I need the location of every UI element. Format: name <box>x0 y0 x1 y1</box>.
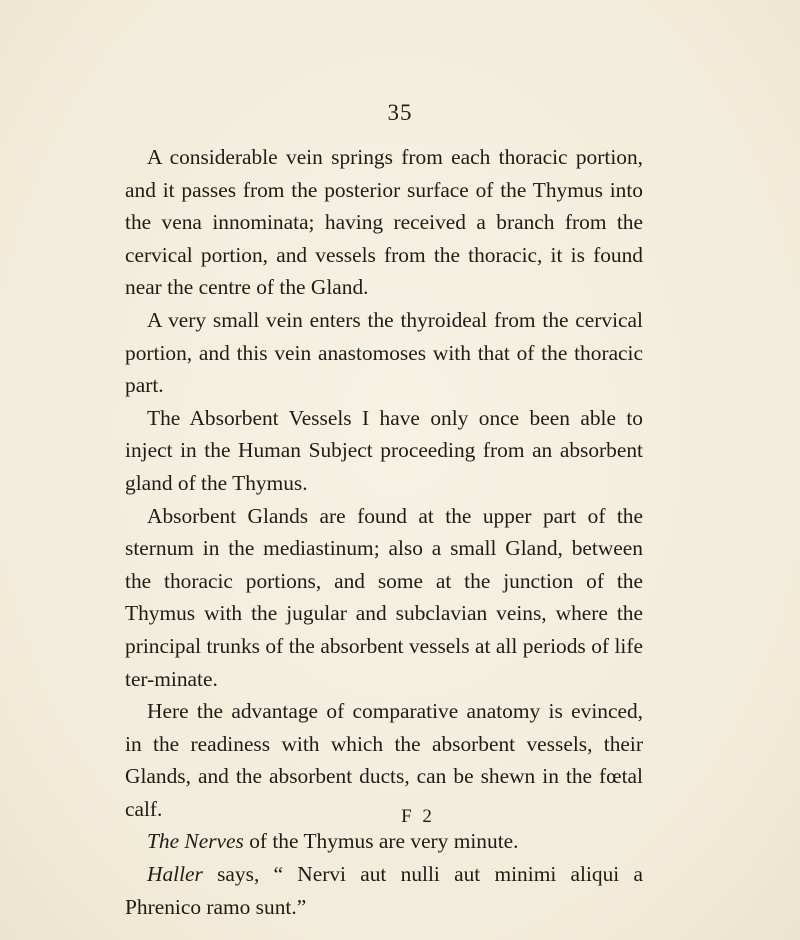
haller-italic: Haller <box>147 862 203 887</box>
nerves-italic: The Nerves <box>147 829 244 854</box>
signature-mark: F 2 <box>401 806 435 827</box>
paragraph-nerves <box>125 825 643 858</box>
haller-text: says, “ Nervi aut nulli aut minimi aliqui a Phrenico ramo sunt.” <box>125 862 643 919</box>
paragraph-veins: A considerable vein springs from each thoracic portion, and it passes from the posterior surface of the Thymus into the vena innominata; having received a branch from the cervical portion, and vessels from the thoracic, it is found near the centre of the Gland. <box>125 145 643 300</box>
paragraph-haller <box>125 858 643 923</box>
paragraph-comparative-anatomy: Here the advantage of comparative anatomy is evinced, in the readiness with which the absorbent vessels, their Glands, and the absorbent ducts, can be shewn in the fœtal calf. <box>125 699 643 821</box>
paragraph-small-vein: A very small vein enters the thyroideal from the cervical portion, and this vein anastomoses with that of the thoracic part. <box>125 307 643 398</box>
nerves-text: of the Thymus are very minute. <box>243 829 519 854</box>
page-number: 35 <box>387 100 413 125</box>
paragraph-absorbent-vessels: The Absorbent Vessels I have only once been able to inject in the Human Subject proceeding from an absorbent gland of the Thymus. <box>125 405 643 495</box>
paragraph-absorbent-glands: Absorbent Glands are found at the upper part of the sternum in the mediastinum; also a small Gland, between the thoracic portions, and some at the junction of the Thymus with the jugular and subclavian veins, where the principal trunks of the absorbent vessels at all periods of life ter-minate. <box>125 503 643 691</box>
